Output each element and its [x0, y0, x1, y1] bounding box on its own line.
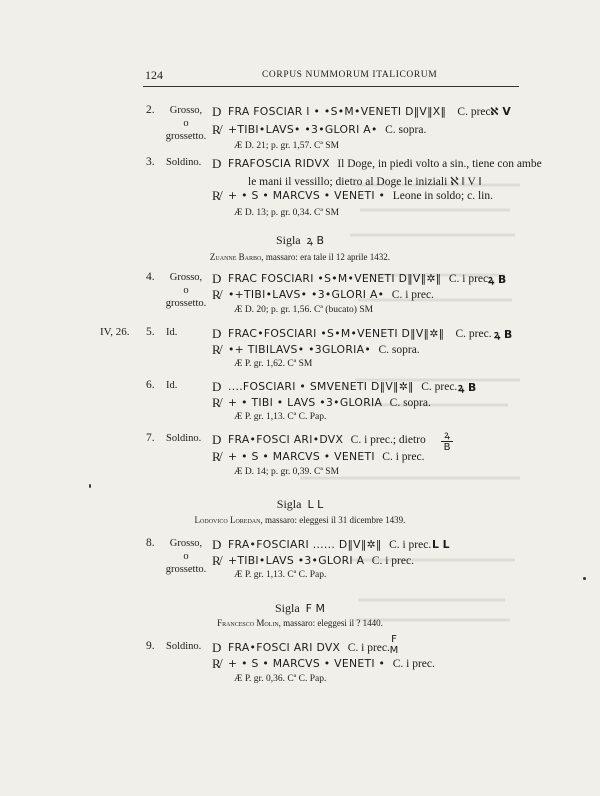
obverse-note: C. i prec. — [389, 539, 432, 551]
reverse-legend — [228, 343, 420, 356]
running-title: CORPUS NUMMORUM ITALICORUM — [262, 70, 438, 80]
denomination — [166, 379, 177, 392]
reverse-symbol: R̸ — [212, 342, 221, 357]
obverse-symbol: D — [212, 537, 222, 552]
reverse-symbol: R̸ — [212, 287, 221, 302]
obverse-text: FRA•FOSCI ARI DVX — [228, 641, 341, 654]
massaro-text: , massaro: era tale il 12 aprile 1432. — [261, 252, 391, 262]
denomination-line-1: Grosso, — [169, 105, 203, 116]
reverse-symbol: R̸ — [212, 188, 221, 203]
denomination-line-1: Soldino. — [166, 433, 202, 444]
specimen-info: Æ D. 14; p. gr. 0,39. Cª SM — [234, 467, 340, 477]
obverse-note: C. i prec. — [347, 642, 390, 654]
obverse-note: Il Doge, in piedi volto a sin., tiene con ambe — [337, 158, 542, 170]
massaro-name: Lodovico Loredan — [194, 515, 261, 525]
reverse-legend — [228, 288, 434, 301]
reverse-note: C. sopra. — [378, 344, 420, 356]
specimen-info: Æ D. 13; p. gr. 0,34. Cª SM — [234, 208, 340, 218]
sigla-label: Sigla — [275, 601, 300, 615]
massaro-name: Francesco Molin — [217, 618, 279, 628]
sigla-fraction — [440, 430, 454, 453]
entry-number: 8. — [146, 537, 155, 549]
obverse-symbol: D — [212, 156, 222, 171]
reverse-legend — [228, 396, 431, 409]
denomination — [163, 104, 209, 143]
denomination-line-2: o grossetto. — [165, 551, 207, 575]
obverse-note: C. prec. — [455, 328, 492, 340]
reverse-legend — [228, 123, 426, 136]
obverse-text: FRAC•FOSCIARI •S•M•VENETI D‖V‖✲‖ — [228, 327, 445, 340]
mint-mark: ℵ V — [490, 105, 511, 118]
reverse-note: C. i prec. — [392, 658, 435, 670]
obverse-text: FRAC FOSCIARI •S•M•VENETI D‖V‖✲‖ — [228, 272, 442, 285]
reverse-symbol: R̸ — [212, 449, 221, 464]
reverse-symbol: R̸ — [212, 656, 221, 671]
obverse-symbol: D — [212, 104, 222, 119]
fraction-top: ꝝ — [444, 430, 450, 441]
obverse-legend — [228, 641, 390, 654]
sigla-description — [0, 515, 600, 525]
obverse-symbol: D — [212, 379, 222, 394]
scan-speck — [89, 484, 91, 488]
specimen-info: Æ P. gr. 0,36. Cª C. Pap. — [234, 674, 327, 684]
obverse-text: FRA•FOSCIARI ...... D‖V‖✲‖ — [228, 538, 382, 551]
specimen-info: Æ P. gr. 1,13. Cª C. Pap. — [234, 570, 327, 580]
reverse-symbol: R̸ — [212, 395, 221, 410]
massaro-name: Zuanne Barbo — [209, 252, 262, 262]
obverse-symbol: D — [212, 326, 222, 341]
sigla-label: Sigla — [276, 497, 302, 511]
entry-number: 5. — [146, 326, 155, 338]
obverse-text: FRA•FOSCI ARI•DVX — [228, 433, 344, 446]
reverse-text: +TIBI•LAVS •3•GLORI A — [228, 554, 365, 567]
obverse-text: FRAFOSCIA RIDVX — [228, 157, 330, 170]
denomination — [166, 432, 201, 445]
plate-reference: IV, 26. — [100, 326, 130, 338]
obverse-symbol: D — [212, 640, 222, 655]
denomination-line-1: Id. — [166, 327, 178, 338]
sigla-heading — [0, 497, 600, 512]
page-number: 124 — [145, 68, 163, 82]
specimen-info: Æ D. 21; p. gr. 1,57. Cª SM — [234, 141, 340, 151]
denomination-line-1: Soldino. — [166, 157, 202, 168]
reverse-legend — [228, 657, 435, 670]
obverse-note: C. i prec. — [448, 273, 491, 285]
reverse-legend — [228, 189, 493, 202]
reverse-text: + • S • MARCVS • VENETI — [228, 450, 375, 463]
denomination — [166, 156, 201, 169]
sigla-heading — [0, 233, 600, 248]
obverse-legend — [228, 272, 491, 285]
reverse-symbol: R̸ — [212, 122, 221, 137]
reverse-text: +TIBI•LAVS• •3•GLORI A• — [228, 123, 378, 136]
denomination-line-1: Grosso, — [169, 272, 203, 283]
denomination-line-2: o grossetto. — [165, 285, 207, 309]
entry-number: 4. — [146, 271, 155, 283]
mint-mark: ꝝ B — [494, 328, 513, 341]
obverse-note: C. i prec.; dietro — [350, 434, 426, 446]
denomination-line-1: Id. — [166, 380, 178, 391]
entry-number: 3. — [146, 156, 155, 168]
denomination — [166, 640, 201, 653]
specimen-info: Æ D. 20; p. gr. 1,56. Cª (bucato) SM — [234, 305, 374, 315]
obverse-note: C. prec. — [421, 381, 458, 393]
obverse-note: C. prec. — [457, 106, 494, 118]
reverse-text: + • S • MARCVS • VENETI • — [228, 657, 386, 670]
stack-top: F — [391, 634, 397, 645]
denomination — [163, 271, 209, 310]
obverse-legend — [228, 105, 494, 118]
obverse-symbol: D — [212, 271, 222, 286]
entry-number: 6. — [146, 379, 155, 391]
specimen-info: Æ P. gr. 1,13. Cª C. Pap. — [234, 412, 327, 422]
reverse-legend — [228, 450, 424, 463]
sigla-description — [0, 618, 600, 628]
sigla-mark: ꝝ B — [306, 234, 325, 247]
massaro-text: , massaro: eleggesi il 31 dicembre 1439. — [260, 515, 406, 525]
entry-number: 7. — [146, 432, 155, 444]
reverse-symbol: R̸ — [212, 553, 221, 568]
denomination — [166, 326, 177, 339]
specimen-info: Æ P. gr. 1,62. Cª SM — [234, 359, 313, 369]
obverse-legend — [228, 433, 426, 446]
sigla-mark: L L — [307, 498, 324, 511]
mint-mark: ꝝ B — [458, 381, 477, 394]
reverse-note: Leone in soldo; c. lin. — [392, 190, 493, 202]
reverse-note: C. sopra. — [389, 397, 431, 409]
reverse-note: C. i prec. — [382, 451, 425, 463]
denomination-line-1: Grosso, — [169, 538, 203, 549]
reverse-text: + • TIBI • LAVS •3•GLORIA — [228, 396, 383, 409]
denomination — [163, 537, 209, 576]
massaro-text: , massaro: eleggesi il ? 1440. — [278, 618, 383, 628]
fraction-bottom: B — [443, 442, 451, 453]
sigla-heading — [0, 601, 600, 616]
entry-number: 9. — [146, 640, 155, 652]
reverse-note: C. i prec. — [371, 555, 414, 567]
obverse-legend — [228, 327, 492, 340]
stack-bottom: M — [389, 645, 399, 656]
sigla-label: Sigla — [275, 233, 301, 247]
obverse-text: ....FOSCIARI • SMVENETI D‖V‖✲‖ — [228, 380, 414, 393]
scan-speck — [583, 577, 586, 580]
obverse-legend-continued — [248, 174, 482, 188]
reverse-note: C. i prec. — [391, 289, 434, 301]
mint-mark: L L — [432, 538, 450, 551]
reverse-note: C. sopra. — [385, 124, 427, 136]
header-rule — [143, 86, 519, 87]
reverse-text: + • S • MARCVS • VENETI • — [228, 189, 386, 202]
mint-mark: ꝝ B — [488, 273, 507, 286]
sigla-stack — [387, 634, 401, 656]
obverse-legend — [228, 380, 457, 393]
sigla-description — [0, 252, 600, 262]
denomination-line-1: Soldino. — [166, 641, 202, 652]
reverse-text: •+TIBI•LAVS• •3•GLORI A• — [228, 288, 385, 301]
reverse-text: •+ TIBILAVS• •3GLORIA• — [228, 343, 371, 356]
denomination-line-2: o grossetto. — [165, 118, 207, 142]
obverse-legend — [228, 157, 542, 170]
obverse-legend — [228, 538, 431, 551]
obverse-symbol: D — [212, 432, 222, 447]
obverse-text: FRA FOSCIAR I • •S•M•VENETI D‖V‖X‖ — [228, 105, 447, 118]
obverse-note-continued: le mani il vessillo; dietro al Doge le iniziali ℵ ‖ V ‖ — [248, 176, 482, 188]
reverse-legend — [228, 554, 414, 567]
sigla-mark: F M — [305, 602, 325, 615]
entry-number: 2. — [146, 104, 155, 116]
